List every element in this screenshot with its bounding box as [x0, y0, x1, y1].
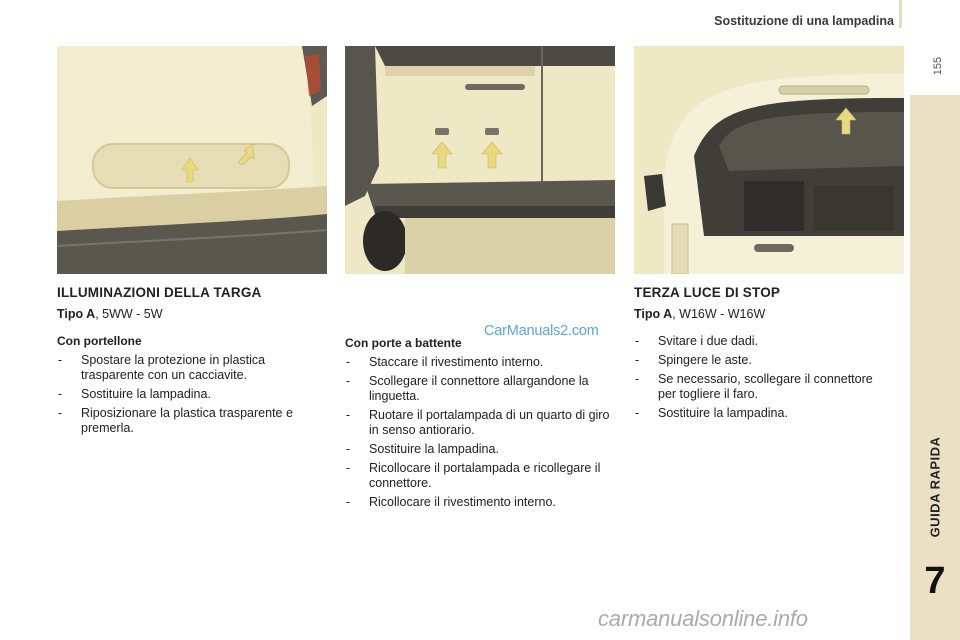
license-light-section	[57, 285, 327, 440]
third-brake-light-section	[634, 285, 884, 425]
page-number: 155	[932, 56, 944, 76]
section-title-third-brake-light: TERZA LUCE DI STOP	[634, 285, 781, 300]
steps-rear-doors	[345, 355, 615, 510]
list-item: - Sostituire la lampadina.	[57, 387, 327, 402]
header-divider	[899, 0, 902, 28]
list-item: - Sostituire la lampadina.	[634, 406, 884, 421]
photo-tailgate-license-light	[57, 46, 327, 274]
subhead-tailgate: Con portellone	[57, 334, 142, 348]
stop-lamp-type	[634, 307, 884, 322]
watermark-carmanuals2: CarManuals2.com	[484, 323, 599, 339]
list-item: - Ruotare il portalampada di un quarto di giro in senso antiorario.	[345, 408, 615, 438]
subhead-rear-doors: Con porte a battente	[345, 336, 462, 350]
list-item: - Spingere le aste.	[634, 353, 884, 368]
lamp-type-value: , W16W - W16W	[672, 307, 766, 321]
list-item: - Se necessario, scollegare il connettore per togliere il faro.	[634, 372, 884, 402]
photo-rear-doors-license-light	[345, 46, 615, 274]
section-title-license-light: ILLUMINAZIONI DELLA TARGA	[57, 285, 262, 300]
watermark-carmanualsonline: carmanualsonline.info	[598, 606, 808, 631]
lamp-type-value: , 5WW - 5W	[95, 307, 163, 321]
list-item: - Riposizionare la plastica trasparente e premerla.	[57, 406, 327, 436]
steps-tailgate	[57, 353, 327, 436]
list-item: - Scollegare il connettore allargandone la linguetta.	[345, 374, 615, 404]
list-item: - Ricollocare il portalampada e ricollegare il connettore.	[345, 461, 615, 491]
rear-doors-section	[345, 336, 615, 514]
lamp-type-label: Tipo A	[634, 307, 673, 321]
sidebar-label: GUIDA RAPIDA	[927, 436, 943, 538]
license-lamp-type	[57, 307, 327, 322]
list-item: - Spostare la protezione in plastica trasparente con un cacciavite.	[57, 353, 327, 383]
list-item: - Staccare il rivestimento interno.	[345, 355, 615, 370]
list-item: - Svitare i due dadi.	[634, 334, 884, 349]
list-item: - Sostituire la lampadina.	[345, 442, 615, 457]
list-item: - Ricollocare il rivestimento interno.	[345, 495, 615, 510]
chapter-number: 7	[924, 560, 946, 602]
steps-third-brake-light	[634, 334, 884, 421]
page-header-title: Sostituzione di una lampadina	[714, 14, 894, 28]
chapter-sidebar	[910, 0, 960, 640]
photo-third-brake-light	[634, 46, 904, 274]
lamp-type-label: Tipo A	[57, 307, 96, 321]
